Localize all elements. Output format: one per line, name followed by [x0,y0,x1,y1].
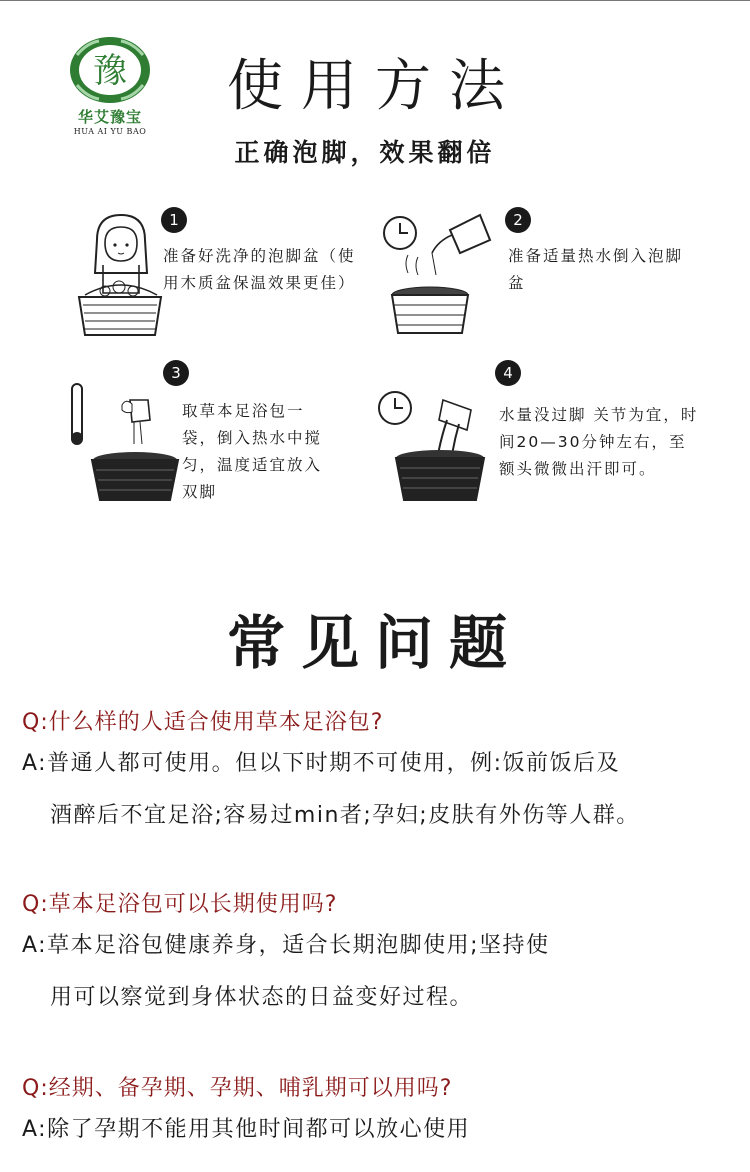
step-1 [75,205,375,345]
kettle-pour-illustration [380,205,500,345]
faq-answer-2-line-2: 用可以察觉到身体状态的日益变好过程。 [50,985,474,1010]
faq-question-3: Q:经期、备孕期、孕期、哺乳期可以用吗? [22,1076,453,1101]
step-3 [70,360,370,510]
faq-answer-1-line-2: 酒醉后不宜足浴;容易过min者;孕妇;皮肤有外伤等人群。 [50,803,640,828]
faq-answer-3-line-1: A:除了孕期不能用其他时间都可以放心使用 [22,1117,471,1142]
step-1-badge: 1 [161,207,187,233]
faq-answer-1 [22,738,640,842]
logo-emblem-icon [67,35,153,105]
brand-name-en: HUA AI YU BAO [73,127,147,136]
usage-title: 使用方法 [227,54,523,119]
step-4-text: 水量没过脚 关节为宜，时间20—30分钟左右，至额头微微出汗即可。 [499,406,699,478]
step-3-badge: 3 [163,360,189,386]
usage-subtitle: 正确泡脚，效果翻倍 [234,138,496,167]
girl-footbath-illustration [75,205,165,345]
step-2 [380,205,700,345]
faq-title: 常见问题 [226,609,523,677]
faq-answer-1-line-1: A:普通人都可使用。但以下时期不可使用，例:饭前饭后及 [22,751,620,776]
step-4-badge: 4 [495,360,521,386]
step-1-text: 准备好洗净的泡脚盆（使用木质盆保温效果更佳） [163,247,356,292]
feet-soaking-illustration [375,360,495,505]
faq-question-1: Q:什么样的人适合使用草本足浴包? [22,710,384,735]
step-4 [375,360,705,510]
herb-pack-thermometer-illustration [70,360,180,505]
faq-answer-2-line-1: A:草本足浴包健康养身，适合长期泡脚使用;坚持使 [22,933,550,958]
step-3-text: 取草本足浴包一袋，倒入热水中搅匀，温度适宜放入双脚 [182,402,323,501]
step-2-text: 准备适量热水倒入泡脚盆 [508,247,684,292]
step-2-badge: 2 [505,207,531,233]
top-divider [0,0,750,1]
faq-answer-3 [22,1104,470,1156]
brand-name-cn: 华艾豫宝 [77,108,142,126]
faq-answer-2 [22,920,550,1024]
brand-logo [55,35,165,135]
faq-question-2: Q:草本足浴包可以长期使用吗? [22,892,338,917]
svg-text:豫: 豫 [93,51,127,91]
